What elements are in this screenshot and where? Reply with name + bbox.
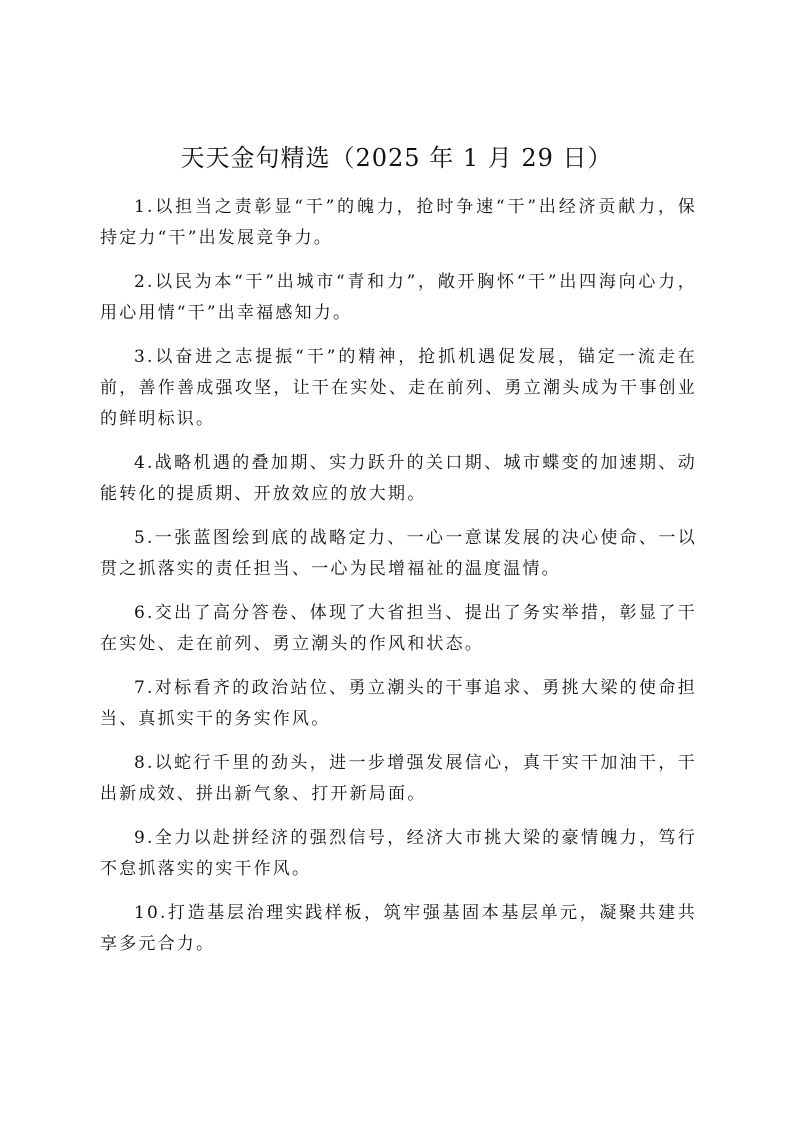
quote-item-9: 9.全力以赴拼经济的强烈信号，经济大市挑大梁的豪情魄力，笃行不怠抓落实的实干作风。 (100, 828, 697, 879)
quote-item-8: 8.以蛇行千里的劲头，进一步增强发展信心，真干实干加油干，干出新成效、拼出新气象、打开新局面。 (100, 753, 697, 804)
quote-item-4: 4.战略机遇的叠加期、实力跃升的关口期、城市蝶变的加速期、动能转化的提质期、开放效应的放大期。 (100, 453, 697, 504)
quote-item-1: 1.以担当之责彰显“干”的魄力，抢时争速“干”出经济贡献力，保持定力“干”出发展竞争力。 (100, 197, 697, 248)
page-title: 天天金句精选（2025 年 1 月 29 日） (180, 144, 613, 172)
quote-list (100, 192, 697, 973)
quote-item-10: 10.打造基层治理实践样板，筑牢强基固本基层单元，凝聚共建共享多元合力。 (100, 903, 697, 954)
quote-item-7: 7.对标看齐的政治站位、勇立潮头的干事追求、勇挑大梁的使命担当、真抓实干的务实作风。 (100, 678, 697, 729)
quote-item-3: 3.以奋进之志提振“干”的精神，抢抓机遇促发展，锚定一流走在前，善作善成强攻坚，让干在实处、走在前列、勇立潮头成为干事创业的鲜明标识。 (100, 347, 697, 429)
quote-item-6: 6.交出了高分答卷、体现了大省担当、提出了务实举措，彰显了干在实处、走在前列、勇立潮头的作风和状态。 (100, 603, 697, 654)
quote-item-2: 2.以民为本“干”出城市“青和力”，敞开胸怀“干”出四海向心力，用心用情“干”出幸福感知力。 (100, 272, 697, 323)
quote-item-5: 5.一张蓝图绘到底的战略定力、一心一意谋发展的决心使命、一以贯之抓落实的责任担当、一心为民增福祉的温度温情。 (100, 528, 697, 579)
